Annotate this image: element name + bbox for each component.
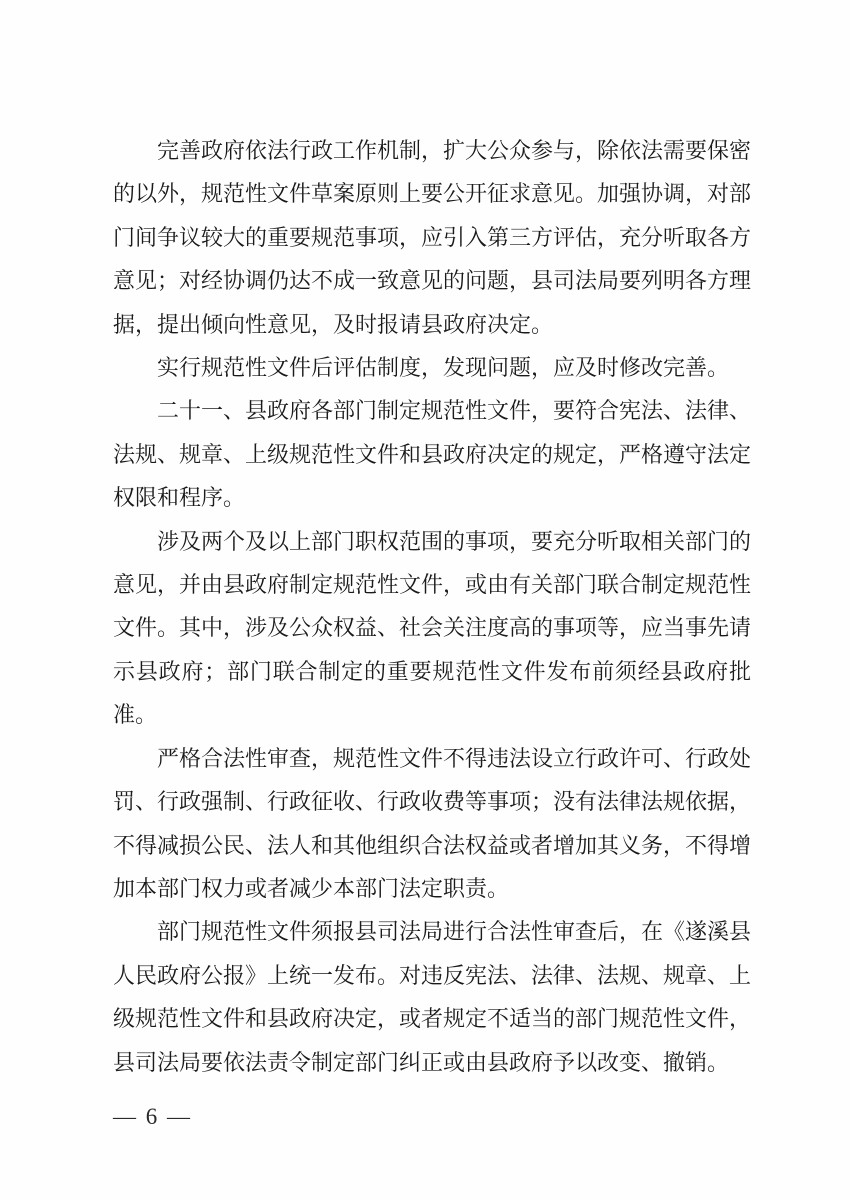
body-paragraph: 实行规范性文件后评估制度，发现问题，应及时修改完善。 bbox=[157, 355, 730, 381]
body-paragraph: 二十一、县政府各部门制定规范性文件，要符合宪法、法律、法规、规章、上级规范性文件和县政府决定的规定，严格遵守法定权限和程序。 bbox=[113, 398, 752, 511]
body-paragraph: 涉及两个及以上部门职权范围的事项，要充分听取相关部门的意见，并由县政府制定规范性文件，或由有关部门联合制定规范性文件。其中，涉及公众权益、社会关注度高的事项等，应当事先请示县政府；部门联合制定的重要规范性文件发布前须经县政府批准。 bbox=[113, 528, 752, 728]
body-paragraph: 完善政府依法行政工作机制，扩大公众参与，除依法需要保密的以外，规范性文件草案原则上要公开征求意见。加强协调，对部门间争议较大的重要规范事项，应引入第三方评估，充分听取各方意见；对经协调仍达不成一致意见的问题，县司法局要列明各方理据，提出倾向性意见，及时报请县政府决定。 bbox=[113, 138, 752, 337]
body-paragraph: 部门规范性文件须报县司法局进行合法性审查后，在《遂溪县人民政府公报》上统一发布。对违反宪法、法律、法规、规章、上级规范性文件和县政府决定，或者规定不适当的部门规范性文件，县司法局要依法责令制定部门纠正或由县政府予以改变、撤销。 bbox=[113, 919, 752, 1075]
document-body bbox=[113, 129, 751, 1084]
page-number: — 6 — bbox=[113, 1104, 192, 1129]
body-paragraph: 严格合法性审查，规范性文件不得违法设立行政许可、行政处罚、行政强制、行政征收、行政收费等事项；没有法律法规依据，不得减损公民、法人和其他组织合法权益或者增加其义务，不得增加本部门权力或者减少本部门法定职责。 bbox=[113, 745, 752, 901]
